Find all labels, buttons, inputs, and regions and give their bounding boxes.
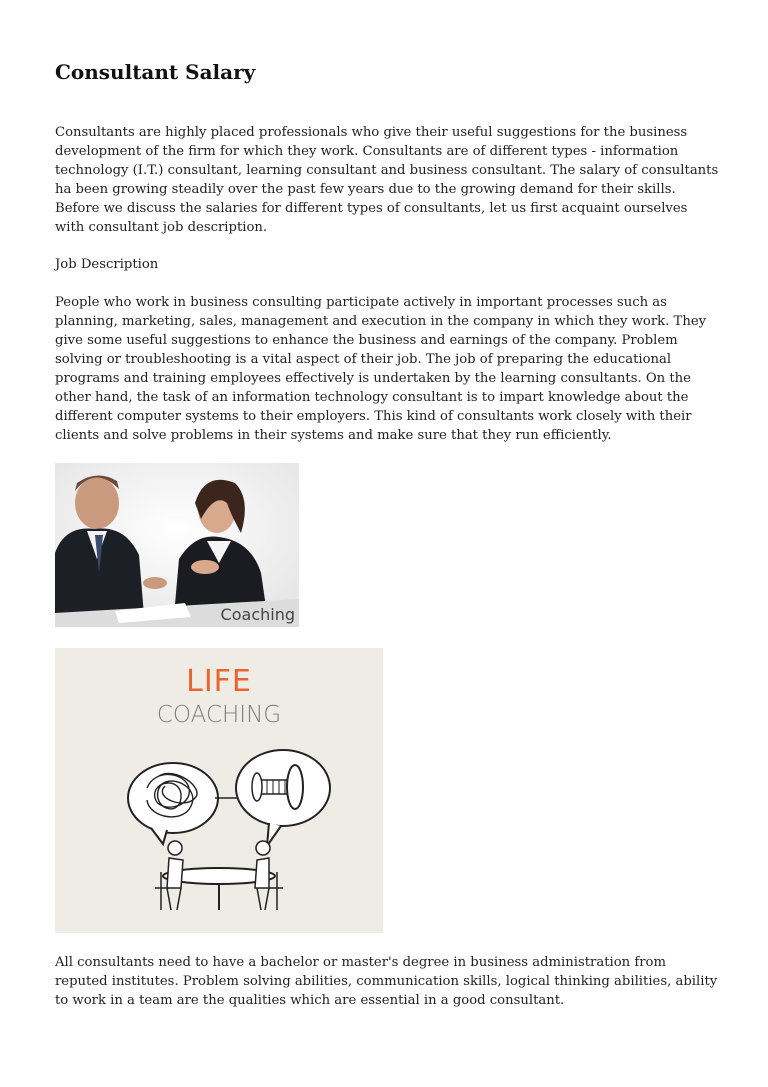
job-description-paragraph: People who work in business consulting participate actively in important processes such as planning, marketing, sales, management and execution in the company in which they work. They give some useful suggestions to enhance the business and earnings of the company. Problem solving or troubleshooting is a vital aspect of their job. The job of preparing the educational programs and training employees effectively is undertaken by the learning consultants. On the other hand, the task of an information technology consultant is to impart knowledge about the different computer systems to their employers. This kind of consultants work closely with their clients and solve problems in their systems and make sure that they run efficiently. — [55, 295, 707, 443]
coaching-heading: COACHING — [156, 702, 282, 728]
coaching-caption: Coaching — [220, 605, 295, 624]
coaching-photo-illustration — [55, 463, 299, 627]
page-title: Consultant Salary — [55, 60, 256, 84]
intro-paragraph: Consultants are highly placed professionals who give their useful suggestions for the business development of the firm for which they work. Consultants are of different types - information technology (I.T.) consultant, learning consultant and business consultant. The salary of consultants ha been growing steadily over the past few years due to the growing demand for their skills. Before we discuss the salaries for different types of consultants, let us first acquaint ourselves with consultant job description. — [55, 125, 719, 235]
section-heading: Job Description — [55, 257, 159, 272]
life-coaching-image — [55, 648, 383, 933]
coaching-photo — [55, 463, 299, 627]
life-heading: LIFE — [186, 664, 252, 699]
closing-paragraph: All consultants need to have a bachelor or master's degree in business administration from reputed institutes. Problem solving abilities, communication skills, logical thinking abilities, ability to work in a team are the qualities which are essential in a good consultant. — [55, 955, 718, 1008]
